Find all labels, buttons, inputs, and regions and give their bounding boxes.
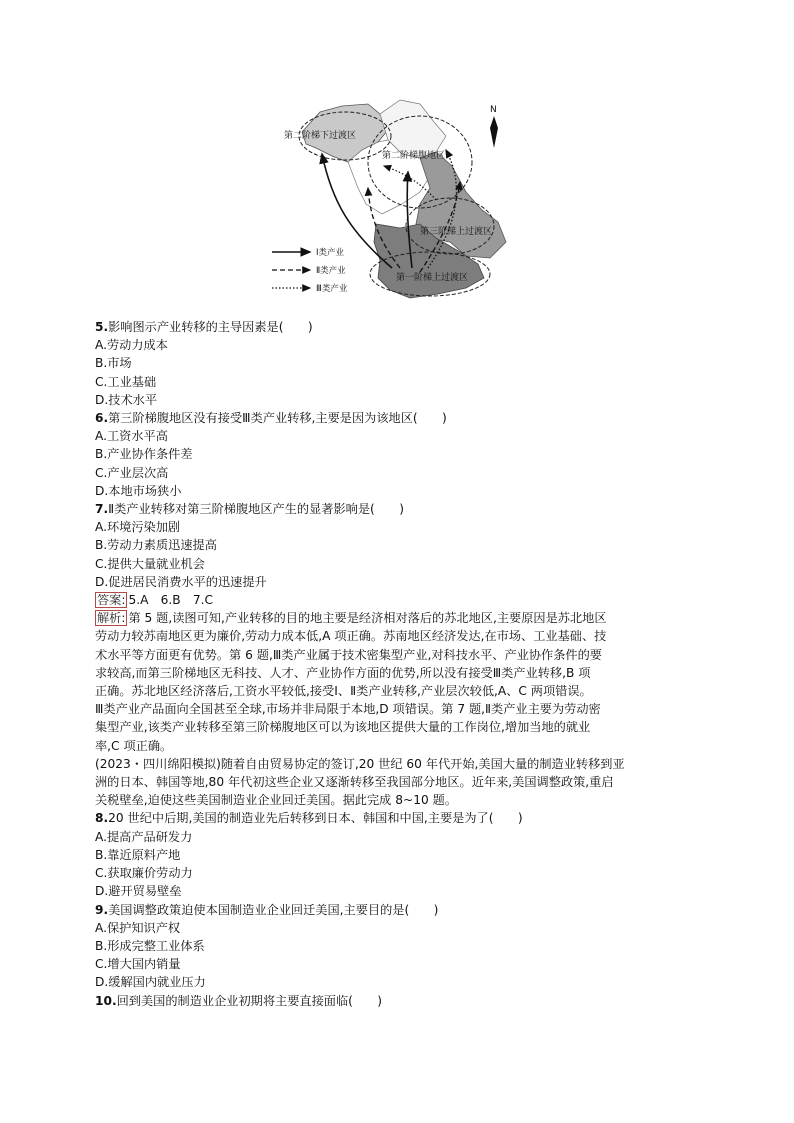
analysis-text: 第 5 题,读图可知,产业转移的目的地主要是经济相对落后的苏北地区,主要原因是苏北地区 xyxy=(128,611,607,626)
question-stem: 回到美国的制造业企业初期将主要直接面临( ) xyxy=(116,993,383,1008)
option-d: D.避开贸易壁垒 xyxy=(95,884,182,899)
intro-line: 洲的日本、韩国等地,80 年代初这些企业又逐渐转移至我国部分地区。近年来,美国调整政策,重启 xyxy=(95,775,614,790)
industry-transfer-map xyxy=(270,92,532,302)
analysis-line: 集型产业,该类产业转移至第三阶梯腹地区可以为该地区提供大量的工作岗位,增加当地的就业 xyxy=(95,720,591,735)
question-6 xyxy=(95,409,705,427)
option-a: A.劳动力成本 xyxy=(95,338,168,353)
option-d: D.本地市场狭小 xyxy=(95,483,182,498)
intro-line: 关税壁垒,迫使这些美国制造业企业回迁美国。据此完成 8~10 题。 xyxy=(95,793,457,808)
legend-label-type-2: Ⅱ类产业 xyxy=(316,266,346,276)
label-region-c: 第三阶梯上过渡区 xyxy=(420,227,493,237)
question-stem: 第三阶梯腹地区没有接受Ⅲ类产业转移,主要是因为该地区( ) xyxy=(108,411,447,426)
question-10 xyxy=(95,992,705,1010)
analysis-line: 术水平等方面更有优势。第 6 题,Ⅲ类产业属于技术密集型产业,对科技水平、产业协作条件的要 xyxy=(95,647,602,662)
option-c: C.产业层次高 xyxy=(95,465,169,480)
analysis-line: Ⅲ类产业产品面向全国甚至全球,市场并非局限于本地,D 项错误。第 7 题,Ⅱ类产业主要为劳动密 xyxy=(95,702,601,717)
question-number: 6. xyxy=(95,411,109,426)
option-b: B.形成完整工业体系 xyxy=(95,938,205,953)
question-5 xyxy=(95,318,705,336)
analysis-line: 求较高,而第三阶梯地区无科技、人才、产业协作方面的优势,所以没有接受Ⅲ类产业转移,B 项 xyxy=(95,665,591,680)
option-a: A.环境污染加剧 xyxy=(95,520,181,535)
option-b: B.劳动力素质迅速提高 xyxy=(95,538,217,553)
question-stem: 美国调整政策迫使本国制造业企业回迁美国,主要目的是( ) xyxy=(108,902,439,917)
north-arrow-icon xyxy=(490,105,498,148)
question-7 xyxy=(95,500,705,518)
option-b: B.市场 xyxy=(95,356,132,371)
option-d: D.缓解国内就业压力 xyxy=(95,975,206,990)
north-label: N xyxy=(490,105,497,115)
option-c: C.获取廉价劳动力 xyxy=(95,866,193,881)
legend-label-type-3: Ⅲ类产业 xyxy=(316,284,348,294)
question-stem: 影响图示产业转移的主导因素是( ) xyxy=(108,320,313,334)
option-b: B.靠近原料产地 xyxy=(95,847,181,862)
question-number: 8. xyxy=(95,811,109,826)
analysis-line: 率,C 项正确。 xyxy=(95,738,173,753)
option-d: D.促进居民消费水平的迅速提升 xyxy=(95,574,267,589)
option-a: A.提高产品研发力 xyxy=(95,829,193,844)
label-region-a: 第二阶梯下过渡区 xyxy=(284,131,357,141)
option-d: D.技术水平 xyxy=(95,392,158,407)
label-region-b: 第二阶梯腹地区 xyxy=(382,151,446,161)
legend-label-type-1: Ⅰ类产业 xyxy=(316,248,345,258)
option-a: A.工资水平高 xyxy=(95,429,168,444)
option-b: B.产业协作条件差 xyxy=(95,447,193,462)
option-c: C.提供大量就业机会 xyxy=(95,556,205,571)
question-number: 5. xyxy=(95,320,109,334)
question-9 xyxy=(95,901,705,919)
answer-line xyxy=(95,591,705,609)
question-stem: Ⅱ类产业转移对第三阶梯腹地区产生的显著影响是( ) xyxy=(108,502,404,517)
question-text-body xyxy=(95,318,705,1010)
map-legend xyxy=(272,247,348,294)
option-a: A.保护知识产权 xyxy=(95,920,181,935)
answer-text: 5.A 6.B 7.C xyxy=(128,593,213,608)
intro-line: (2023・四川绵阳模拟)随着自由贸易协定的签订,20 世纪 60 年代开始,美国大量的制造业转移到亚 xyxy=(95,756,625,771)
question-number: 10. xyxy=(95,993,117,1008)
option-c: C.工业基础 xyxy=(95,374,157,389)
analysis-tag: 解析: xyxy=(97,611,126,626)
question-8 xyxy=(95,809,705,827)
question-stem: 20 世纪中后期,美国的制造业先后转移到日本、韩国和中国,主要是为了( ) xyxy=(108,811,523,826)
option-c: C.增大国内销量 xyxy=(95,957,181,972)
question-number: 9. xyxy=(95,902,109,917)
analysis-line: 正确。苏北地区经济落后,工资水平较低,接受Ⅰ、Ⅱ类产业转移,产业层次较低,A、C 两项错误。 xyxy=(95,684,592,699)
analysis-line: 劳动力较苏南地区更为廉价,劳动力成本低,A 项正确。苏南地区经济发达,在市场、工业基础、技 xyxy=(95,629,607,644)
answer-tag: 答案: xyxy=(97,593,126,608)
analysis-line xyxy=(95,609,705,627)
label-region-d: 第一阶梯上过渡区 xyxy=(396,273,469,283)
question-number: 7. xyxy=(95,502,109,517)
